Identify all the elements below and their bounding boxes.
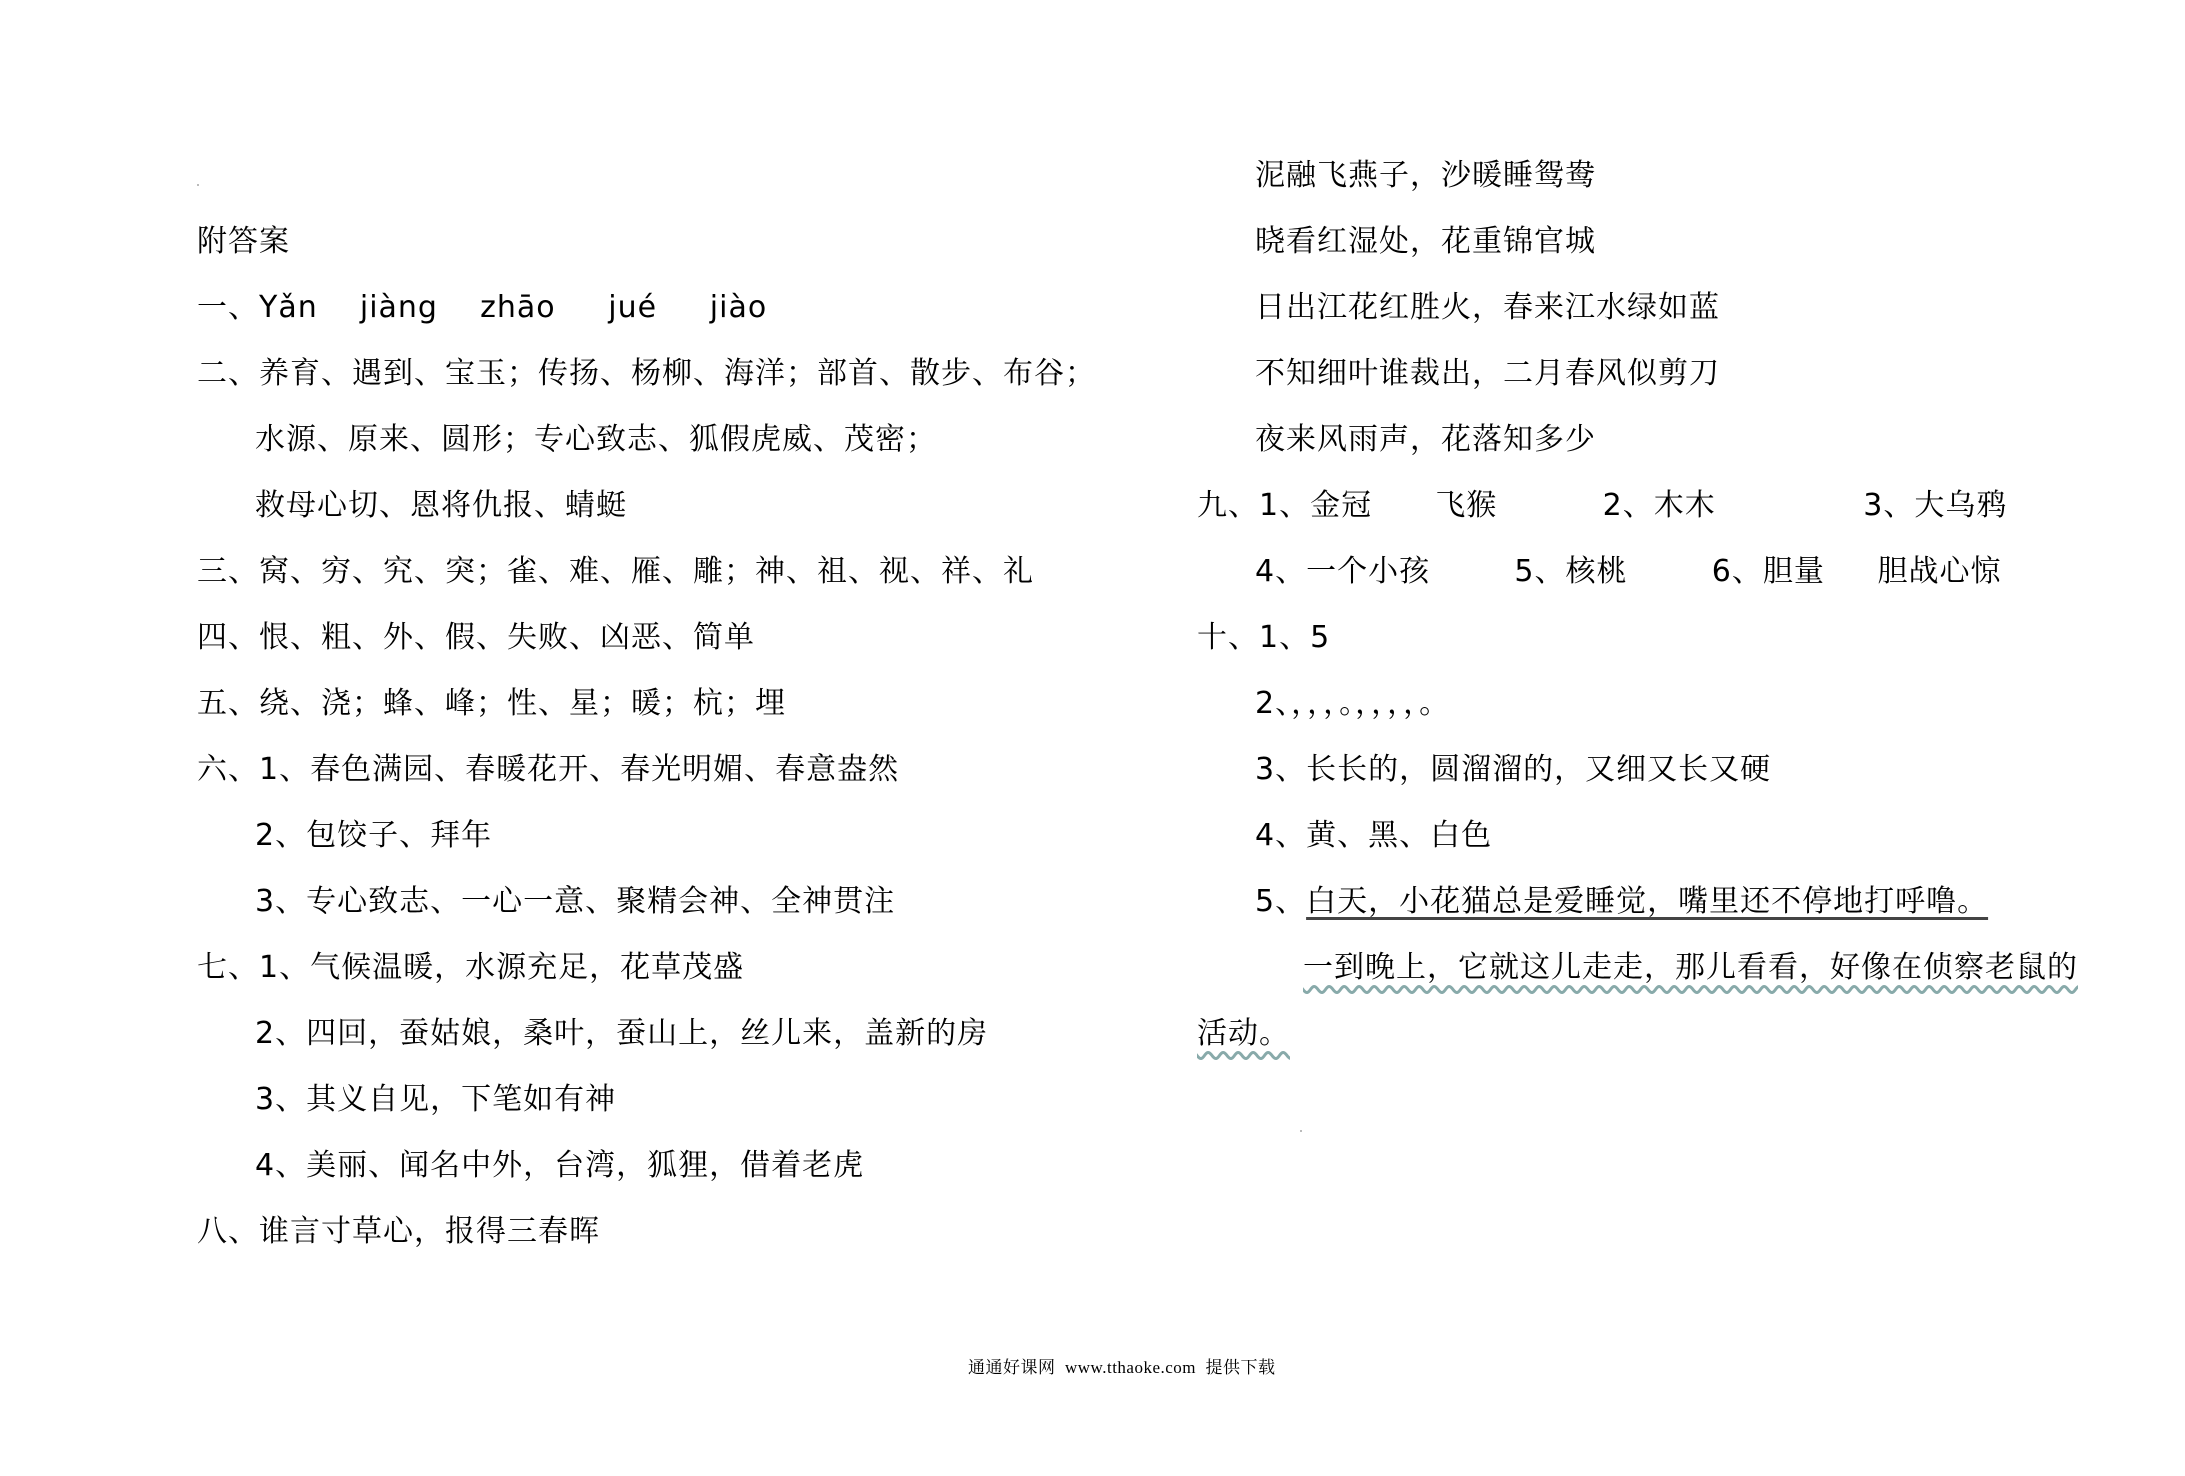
- answer-6-1: 六、1、春色满园、春暖花开、春光明媚、春意盎然: [197, 752, 900, 787]
- answer-5: 五、绕、浇；蜂、峰；性、星；暖；杭；埋: [197, 686, 786, 721]
- answer-10-5: [1255, 882, 1988, 922]
- answer-7-3: 3、其义自见，下笔如有神: [255, 1082, 617, 1117]
- answer-2-line-1: 二、养育、遇到、宝玉；传扬、杨柳、海洋；部首、散步、布谷；: [197, 356, 1096, 391]
- answer-8-poem-1: 泥融飞燕子，沙暖睡鸳鸯: [1255, 158, 1596, 193]
- answer-7-1: 七、1、气候温暖，水源充足，花草茂盛: [197, 950, 745, 985]
- answer-heading: 附答案: [197, 224, 290, 259]
- answer-10-4: 4、黄、黑、白色: [1255, 818, 1493, 853]
- answer-8-poem-2: 晓看红湿处，花重锦官城: [1255, 224, 1596, 259]
- answer-4: 四、恨、粗、外、假、失败、凶恶、简单: [197, 620, 755, 655]
- answer-2-line-3: 救母心切、恩将仇报、蜻蜓: [255, 488, 627, 523]
- answer-9-line-2: 4、一个小孩 5、核桃 6、胆量 胆战心惊: [1255, 554, 2002, 589]
- answer-7-4: 4、美丽、闻名中外，台湾，狐狸，借着老虎: [255, 1148, 865, 1183]
- answer-8-poem-5: 夜来风雨声，花落知多少: [1255, 422, 1596, 457]
- answer-1: 一、Yǎn jiàng zhāo jué jiào: [197, 290, 768, 325]
- answer-10-3: 3、长长的，圆溜溜的，又细又长又硬: [1255, 752, 1772, 787]
- scan-speck: [197, 184, 199, 186]
- scan-speck: [1300, 1130, 1302, 1132]
- answer-6-2: 2、包饺子、拜年: [255, 818, 493, 853]
- answer-8-poem-4: 不知细叶谁裁出，二月春风似剪刀: [1255, 356, 1720, 391]
- answer-6-3: 3、专心致志、一心一意、聚精会神、全神贯注: [255, 884, 896, 919]
- answer-7-2: 2、四回，蚕姑娘，桑叶，蚕山上，丝儿来，盖新的房: [255, 1016, 989, 1051]
- answer-3: 三、窝、穷、究、突；雀、难、雁、雕；神、祖、视、祥、礼: [197, 554, 1034, 589]
- answer-2-line-2: 水源、原来、圆形；专心致志、狐假虎威、茂密；: [255, 422, 937, 457]
- answer-10-5-continued: 一到晚上，它就这儿走走，那儿看看，好像在侦察老鼠的: [1303, 950, 2078, 985]
- answer-10-1: 十、1、5: [1197, 620, 1331, 655]
- answer-10-5-end: 活动。: [1197, 1016, 1290, 1051]
- answer-10-2: 2、，，，。，，，，。: [1255, 686, 1451, 721]
- footer-credit: 通通好课网 www.tthaoke.com 提供下载: [968, 1358, 1276, 1377]
- answer-8: 八、谁言寸草心，报得三春晖: [197, 1214, 600, 1249]
- answer-9-line-1: 九、1、金冠 飞猴 2、木木 3、大乌鸦: [1197, 488, 2008, 523]
- answer-10-5-number: 5、: [1255, 884, 1307, 919]
- answer-10-5-text: 白天，小花猫总是爱睡觉，嘴里还不停地打呼噜。: [1306, 884, 1989, 919]
- answer-8-poem-3: 日出江花红胜火，春来江水绿如蓝: [1255, 290, 1720, 325]
